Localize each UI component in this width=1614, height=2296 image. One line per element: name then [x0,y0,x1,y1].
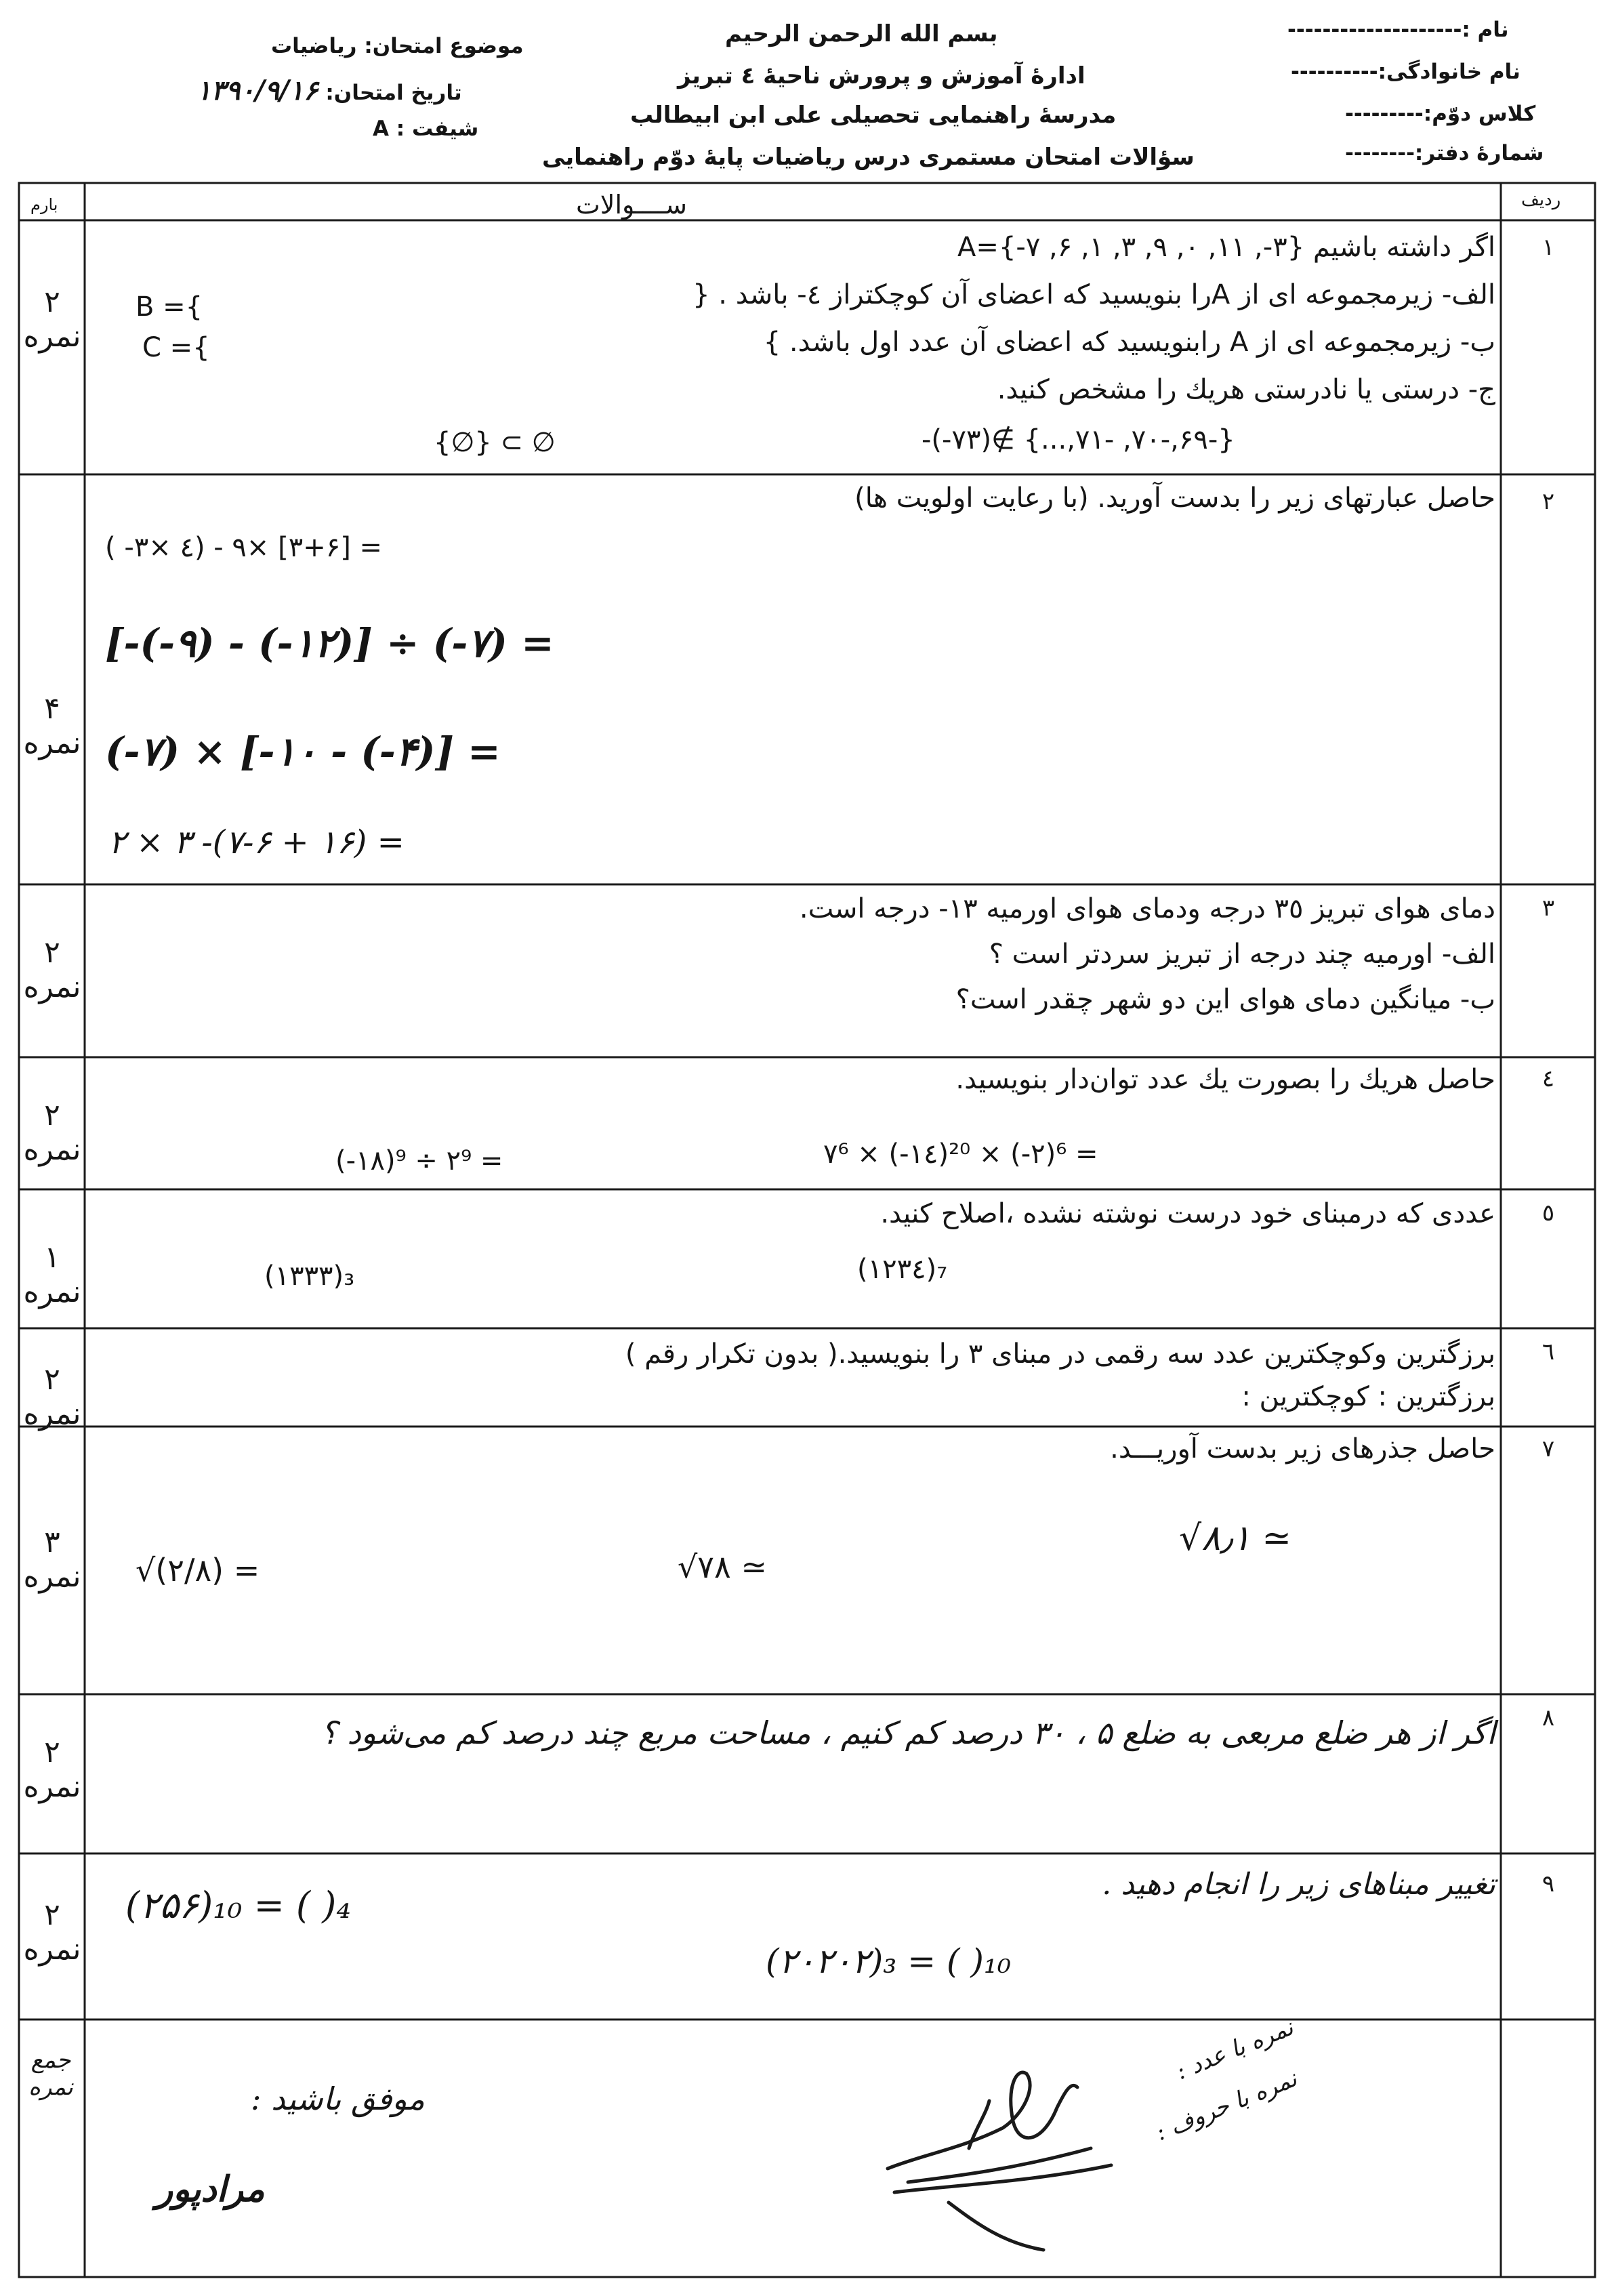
q2-expr-1: ( -۳× ٤) - ۹× [۳+۶] = [105,532,383,563]
score-4: ۲ نمره [23,1098,81,1167]
teacher-signature [867,2047,1152,2263]
teacher-name: مرادپور [156,2169,265,2210]
q4-expr-2: ۷⁶ × (-۱٤)²⁰ × (-۲)⁶ = [823,1139,1098,1170]
total-score-note: جمع نمره [28,2047,73,2101]
score-7: ۳ نمره [23,1525,81,1594]
q7-expr-2: √۷۸ ≃ [678,1549,767,1585]
q6-line-2: برزگترین : کوچکترین : [1241,1381,1495,1412]
q3-line-2: الف- اورمیه چند درجه از تبریز سردتر است ؟ [989,939,1495,970]
q5-line-1: عددی که درمبنای خود درست نوشته نشده ،اصلاح کنید. [880,1198,1495,1229]
row-number-9: ٩ [1541,1870,1555,1898]
q8-line-1: اگر از هر ضلع مربعی به ضلع ۵ ، ۳۰ درصد کم کنیم ، مساحت مربع چند درصد کم می‌شود ؟ [320,1715,1495,1751]
q3-line-3: ب- میانگین دمای هوای این دو شهر چقدر است؟ [955,984,1495,1015]
row-number-7: ٧ [1541,1435,1555,1462]
score-in-words: نمره با حروف : [1152,2065,1301,2147]
q1-expr-not-member: -(-۷۳)∉ {...,۷۱- ,۷۰-,۶۹-} [922,424,1235,455]
q1-line-3: ب- زیرمجموعه ای از A رابنویسید که اعضای آن عدد اول باشد. } [763,327,1495,358]
q1-line-2: الف- زیرمجموعه ای از Aرا بنویسید که اعضای آن کوچکتراز ٤- باشد . { [692,279,1495,310]
q7-expr-1: √(۲/۸) = [136,1552,260,1588]
exam-title: سؤالات امتحان مستمری درس ریاضیات پایهٔ دوّم راهنمایی [542,144,1195,171]
score-5: ۱ نمره [23,1240,81,1309]
good-luck-note: موفق باشید : [251,2080,425,2117]
row-number-6: ٦ [1541,1338,1555,1366]
row-number-8: ٨ [1541,1704,1555,1731]
score-2: ۴ نمره [23,691,81,760]
q3-line-1: دمای هوای تبریز ۳٥ درجه ودمای هوای اورمیه ۱۳- درجه است. [799,893,1495,924]
row-number-5: ٥ [1541,1200,1555,1227]
school-name: مدرسهٔ راهنمایی تحصیلی علی ابن ابیطالب [630,102,1117,129]
q1-set-b: B ={ [136,291,203,323]
exam-date [196,75,462,106]
q4-line-1: حاصل هریك را بصورت یك عدد توان‌دار بنویسید. [955,1064,1495,1095]
score-6: ۲ نمره [23,1362,81,1431]
q1-set-c: C ={ [142,332,210,363]
q6-line-1: برزگترین وکوچکترین عدد سه رقمی در مبنای ۳ را بنویسید.( بدون تکرار رقم ) [625,1338,1495,1370]
exam-date-value: ۱۳۹۰/۹/۱۶ [196,75,318,106]
row-number-4: ٤ [1541,1065,1555,1092]
exam-date-label: تاریخ امتحان: [325,81,462,105]
q5-expr-2: (۱۲۳٤)₇ [857,1254,948,1285]
class-field: کلاس دوّم:--------- [1345,102,1536,126]
exam-subject: موضوع امتحان: ریاضیات [271,34,524,58]
name-field: نام :-------------------- [1287,18,1509,42]
q2-line-1: حاصل عبارتهای زیر را بدست آورید. (با رعایت اولویت ها) [854,483,1495,514]
q4-expr-1: (-۱۸)⁹ ÷ ۲⁹ = [335,1145,503,1176]
q9-expr-2: (۲۰۲۰۲)₃ = ( )₁₀ [766,1942,1012,1981]
column-questions: ســــوالات [576,190,688,220]
q7-line-1: حاصل جذرهای زیر بدست آوریـــد. [1110,1433,1495,1464]
q2-expr-4: ۲ × ۳ -(۷-۶ + ۱۶) = [108,823,405,861]
score-in-digits: نمره با عدد : [1172,2013,1298,2086]
q9-line-1: تغییر مبناهای زیر را انجام دهید . [1102,1867,1495,1902]
exam-shift: شیفت : A [373,117,479,141]
column-row-number: ردیف [1521,190,1561,210]
q9-expr-1: (۲۵۶)₁₀ = ( )₄ [125,1884,351,1927]
score-8: ۲ نمره [23,1735,81,1804]
score-9: ۲ نمره [23,1898,81,1967]
q1-line-1: اگر داشته باشیم {۳-, ۱۱, ۰, ۹, ۳, ۱, ۶, ۷-}=A [957,232,1495,263]
q1-line-4: ج- درستی یا نادرستی هریك را مشخص کنید. [997,374,1495,405]
q7-expr-3: √۸٫۱ ≃ [1179,1518,1291,1559]
q2-expr-3: (-۷) × [-۱۰ - (-۴)] = [105,729,501,775]
q2-expr-2: [-(-۹) - (-۱۲)] ÷ (-۷) = [105,620,554,666]
basmala: بسم الله الرحمن الرحیم [725,20,998,47]
row-number-2: ٢ [1541,488,1555,515]
row-number-3: ٣ [1541,895,1555,922]
score-1: ۲ نمره [23,285,81,354]
office-title: ادارهٔ آموزش و پرورش ناحیهٔ ٤ تبریز [678,62,1085,89]
column-score: بارم [30,195,58,214]
row-number-1: ١ [1541,234,1555,261]
score-3: ۲ نمره [23,935,81,1004]
notebook-number-field: شمارهٔ دفتر:-------- [1345,141,1544,165]
q5-expr-1: (۱۳۳۳)₃ [264,1260,355,1292]
family-name-field: نام خانوادگی:---------- [1291,60,1520,84]
q1-expr-subset: {∅} ⊂ ∅ [434,427,556,458]
